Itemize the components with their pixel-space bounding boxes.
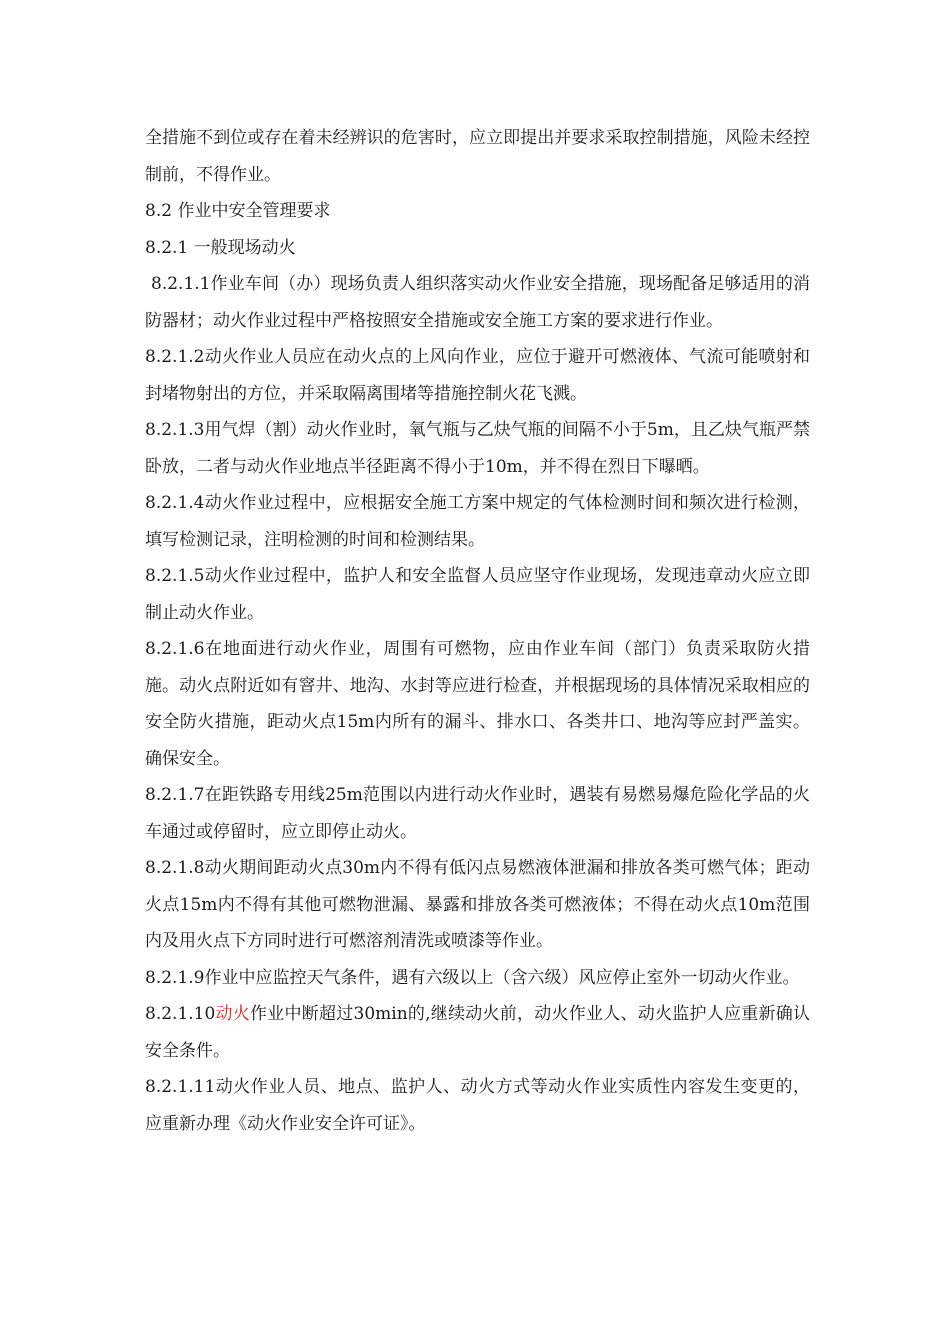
subsection-heading-8-2-1: 8.2.1 一般现场动火 [145,237,296,258]
clause-number: 8.2.1.10 [145,1004,216,1024]
clause-8-2-1-11: 8.2.1.11动火作业人员、地点、监护人、动火方式等动火作业实质性内容发生变更的，应重新办理《动火作业安全许可证》。 [145,1077,810,1134]
clause-8-2-1-2: 8.2.1.2动火作业人员应在动火点的上风向作业，应位于避开可燃液体、气流可能喷射和封堵物射出的方位，并采取隔离围堵等措施控制火花飞溅。 [145,347,810,404]
highlighted-term: 动火 [215,1004,251,1024]
clause-8-2-1-8: 8.2.1.8动火期间距动火点30m内不得有低闪点易燃液体泄漏和排放各类可燃气体；距动火点15m内不得有其他可燃物泄漏、暴露和排放各类可燃液体；不得在动火点10m范围内及用火点下方同时进行可燃溶剂清洗或喷漆等作业。 [145,858,810,951]
clause-8-2-1-7: 8.2.1.7在距铁路专用线25m范围以内进行动火作业时，遇装有易燃易爆危险化学品的火车通过或停留时，应立即停止动火。 [145,785,810,842]
clause-8-2-1-9: 8.2.1.9作业中应监控天气条件，遇有六级以上（含六级）风应停止室外一切动火作业。 [145,967,800,988]
clause-8-2-1-3: 8.2.1.3用气焊（割）动火作业时，氧气瓶与乙炔气瓶的间隔不小于5m，且乙炔气瓶严禁卧放，二者与动火作业地点半径距离不得小于10m，并不得在烈日下曝晒。 [145,420,810,477]
clause-8-2-1-1: 8.2.1.1作业车间（办）现场负责人组织落实动火作业安全措施，现场配备足够适用的消防器材；动火作业过程中严格按照安全措施或安全施工方案的要求进行作业。 [145,274,810,331]
clause-8-2-1-5: 8.2.1.5动火作业过程中，监护人和安全监督人员应坚守作业现场，发现违章动火应立即制止动火作业。 [145,566,810,623]
paragraph-continuation: 全措施不到位或存在着未经辨识的危害时，应立即提出并要求采取控制措施，风险未经控制前，不得作业。 [145,128,810,185]
clause-text: 作业中断超过30min的,继续动火前，动火作业人、动火监护人应重新确认安全条件。 [145,1004,811,1061]
document-body [145,120,810,1142]
clause-8-2-1-6: 8.2.1.6在地面进行动火作业，周围有可燃物，应由作业车间（部门）负责采取防火措施。动火点附近如有窨井、地沟、水封等应进行检查，并根据现场的具体情况采取相应的安全防火措施，距动火点15m内所有的漏斗、排水口、各类井口、地沟等应封严盖实。确保安全。 [145,639,810,769]
clause-8-2-1-10 [145,996,810,1069]
section-heading-8-2: 8.2 作业中安全管理要求 [145,201,331,221]
clause-8-2-1-4: 8.2.1.4动火作业过程中，应根据安全施工方案中规定的气体检测时间和频次进行检测，填写检测记录，注明检测的时间和检测结果。 [145,493,810,550]
